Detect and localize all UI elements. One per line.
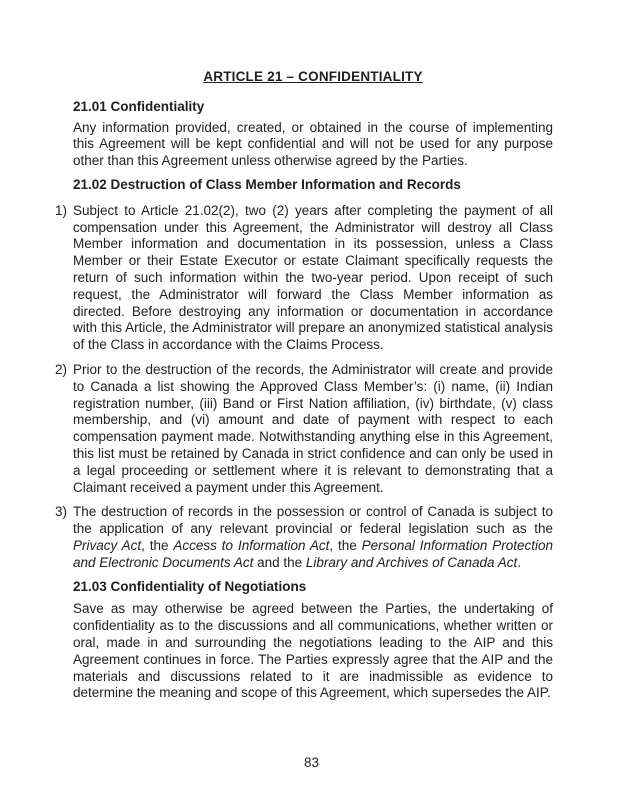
page-number: 83 — [303, 755, 320, 770]
article-title: ARTICLE 21 – CONFIDENTIALITY — [203, 69, 423, 84]
numbered-item-2-text: Prior to the destruction of the records, the Administrator will create and provide to Canada a list showing the Approved Class Member’s: (i) name, (ii) Indian registration number, (iii) Band or First Nation affiliation, (iv) birthdate, (v) class membership, and (vi) amount and date of payment with respect to each compensation payment made. Notwithstanding anything else in this Agreement, this list must be retained by Canada in strict confidence and can only be used in a legal proceeding or settlement where it is relevant to demonstrating that a Claimant received a payment under this Agreement. — [73, 361, 553, 495]
numbered-item-3-text: The destruction of records in the possession or control of Canada is subject to the application of any relevant provincial or federal legislation such as the Privacy Act, the Access to Information Act, the Personal Information Protection and Electronic Documents Act and the Library and Archives of Canada Act. — [73, 504, 553, 570]
paragraph-21-01: Any information provided, created, or obtained in the course of implementing this Agreement will be kept confidential and will not be used for any purpose other than this Agreement unless otherwise agreed by the Parties. — [73, 119, 553, 169]
numbered-item-1-marker: 1) — [55, 202, 68, 218]
section-heading-21-03: 21.03 Confidentiality of Negotiations — [73, 578, 307, 594]
numbered-item-3-marker: 3) — [55, 504, 68, 520]
numbered-item-3 — [55, 504, 553, 571]
section-heading-21-02: 21.02 Destruction of Class Member Information and Records — [73, 176, 461, 192]
numbered-item-1 — [55, 203, 553, 354]
section-heading-21-01: 21.01 Confidentiality — [73, 98, 205, 114]
document-content — [55, 69, 553, 702]
numbered-item-2 — [55, 362, 553, 496]
numbered-item-1-text: Subject to Article 21.02(2), two (2) years after completing the payment of all compensation under this Agreement, the Administrator will destroy all Class Member information and documentation in its possession, unless a Class Member or their Estate Executor or estate Claimant specifically requests the return of such information within the two-year period. Upon receipt of such request, the Administrator will forward the Class Member information as directed. Before destroying any information or documentation in accordance with this Article, the Administrator will prepare an anonymized statistical analysis of the Class in accordance with the Claims Process. — [73, 202, 553, 353]
paragraph-21-03: Save as may otherwise be agreed between the Parties, the undertaking of confidentiality as to the discussions and all communications, whether written or oral, made in and surrounding the negotiations leading to the AIP and this Agreement continues in force. The Parties expressly agree that the AIP and the materials and discussions related to it are inadmissible as evidence to determine the meaning and scope of this Agreement, which supersedes the AIP. — [73, 601, 553, 701]
numbered-item-2-marker: 2) — [55, 361, 68, 377]
